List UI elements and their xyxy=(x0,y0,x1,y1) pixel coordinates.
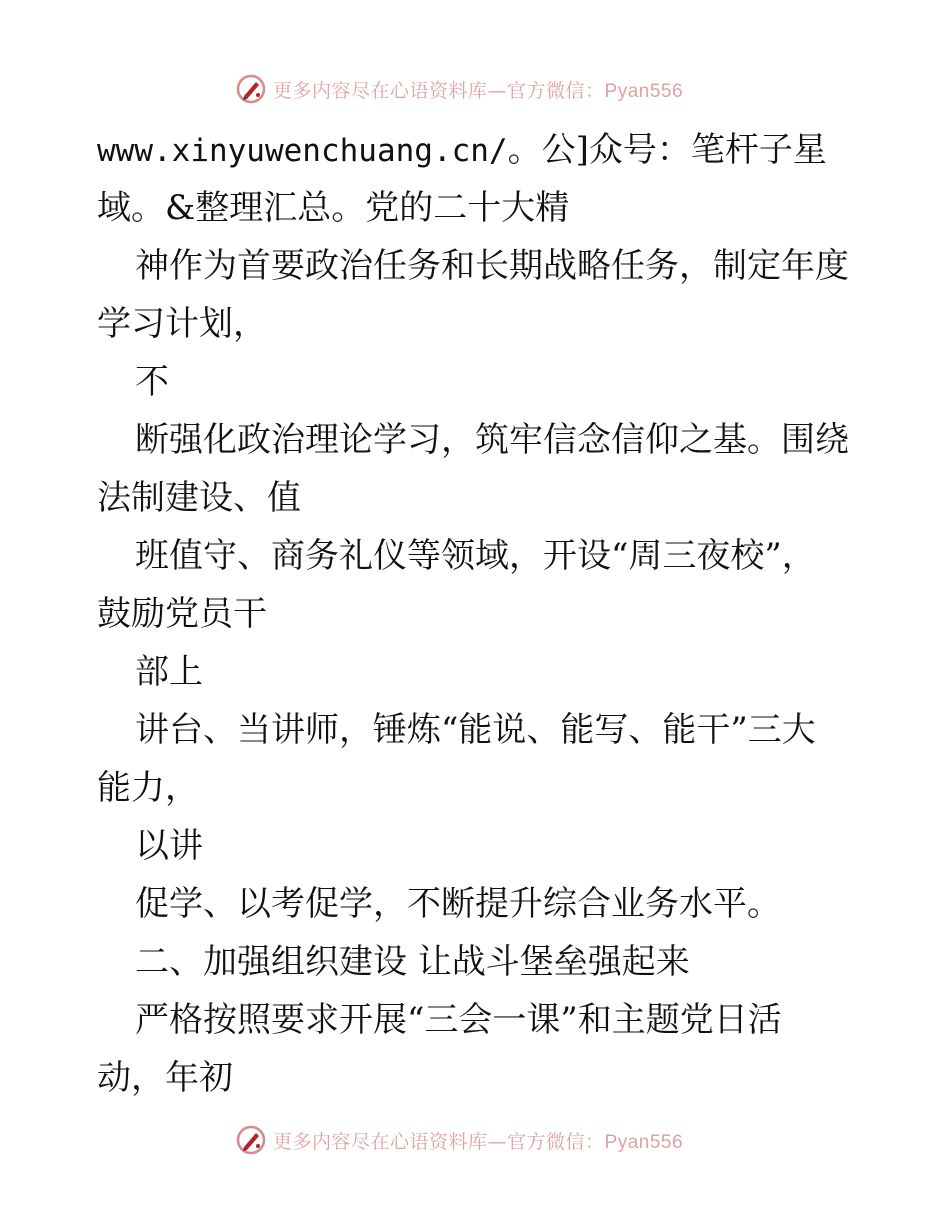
header-watermark xyxy=(235,72,755,106)
text-line: 班值守、商务礼仪等领域，开设“周三夜校”， xyxy=(135,536,816,576)
text-line: 域。&整理汇总。党的二十大精 xyxy=(97,188,570,228)
text-line: 神作为首要政治任务和长期战略任务，制定年度 xyxy=(135,246,849,286)
watermark-wechat-id: Pyan556 xyxy=(604,1131,684,1153)
watermark-text: 更多内容尽在心语资料库—官方微信：Pyan556 xyxy=(273,1130,684,1153)
text-line: 以讲 xyxy=(135,826,203,866)
text-line: 促学、以考促学，不断提升综合业务水平。 xyxy=(135,884,781,924)
pen-logo-icon xyxy=(235,73,267,105)
text-line: 学习计划， xyxy=(97,304,267,344)
text-line: 讲台、当讲师，锤炼“能说、能写、能干”三大 xyxy=(135,710,816,750)
text-line: 动，年初 xyxy=(97,1058,233,1098)
text-line: 能力， xyxy=(97,768,199,808)
watermark-text: 更多内容尽在心语资料库—官方微信：Pyan556 xyxy=(273,79,684,102)
text-line: 断强化政治理论学习，筑牢信念信仰之基。围绕 xyxy=(135,420,849,460)
text-line: 部上 xyxy=(135,652,203,692)
text-line: 鼓励党员干 xyxy=(97,594,267,634)
document-body xyxy=(97,121,877,1107)
footer-watermark xyxy=(235,1123,755,1157)
text-line: www.xinyuwenchuang.cn/。公]众号：笔杆子星 xyxy=(97,130,827,170)
text-line: 法制建设、值 xyxy=(97,478,301,518)
text-line: 不 xyxy=(135,362,169,402)
text-line: 严格按照要求开展“三会一课”和主题党日活 xyxy=(135,1000,782,1040)
pen-logo-icon xyxy=(235,1124,267,1156)
watermark-wechat-id: Pyan556 xyxy=(604,80,684,102)
section-heading: 二、加强组织建设 让战斗堡垒强起来 xyxy=(135,942,690,982)
